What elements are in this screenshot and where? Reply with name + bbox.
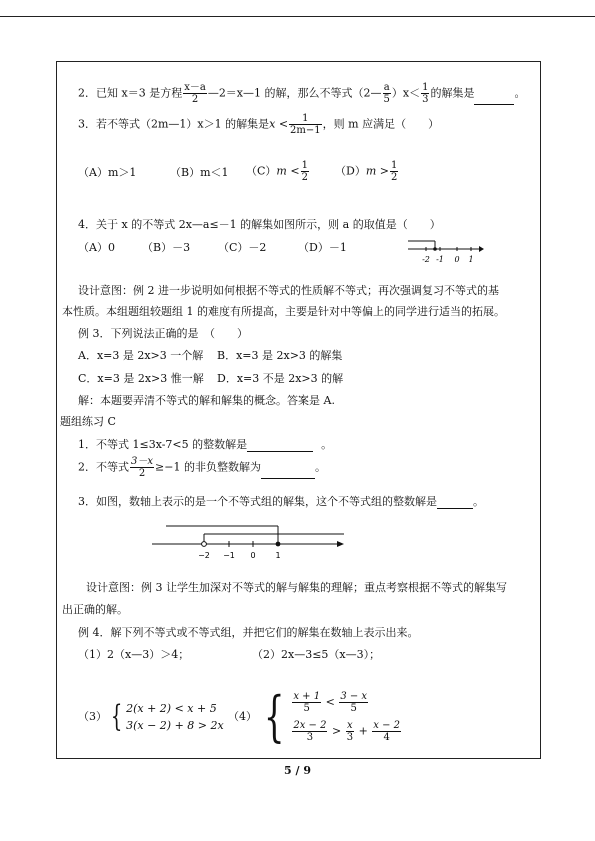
q2-answer-blank[interactable] bbox=[474, 94, 514, 105]
q4-number-line bbox=[406, 236, 486, 268]
ex3-option-b[interactable]: B．x=3 是 2x>3 的解集 bbox=[217, 349, 343, 362]
q3-option-a[interactable]: （A）m＞1 bbox=[78, 166, 137, 179]
tick-label-1: 1 bbox=[468, 255, 474, 264]
design-intent-1-line2: 本性质。本组题组较题组 1 的难度有所提高，主要是针对中等偏上的同学进行适当的拓展。 bbox=[62, 305, 505, 318]
ex3-solution: 解：本题要弄清不等式的解和解集的概念。答案是 A. bbox=[78, 394, 335, 407]
closed-point bbox=[433, 247, 437, 251]
left-brace-icon: { bbox=[263, 685, 285, 748]
tick-label-minus2: −2 bbox=[198, 551, 210, 560]
group-c-title: 题组练习 C bbox=[60, 415, 116, 428]
q4-option-b[interactable]: （B）－3 bbox=[142, 241, 191, 254]
tick-label-minus1: -1 bbox=[436, 255, 444, 264]
design-intent-2-line2: 出正确的解。 bbox=[62, 603, 128, 616]
ex4-part-3: （3） { 2(x + 2) < x + 5 3(x − 2) + 8 > 2x bbox=[78, 699, 224, 734]
example-3-title: 例 3．下列说法正确的是 （ ） bbox=[78, 327, 248, 340]
design-intent-2-line1: 设计意图：例 3 让学生加深对不等式的解与解集的理解；重点考察根据不等式的解集写 bbox=[86, 581, 507, 594]
tick-label-1: 1 bbox=[275, 551, 281, 560]
q3-text-end: ，则 m 应满足（ ） bbox=[322, 117, 440, 131]
q3-fraction: $\frac{1}{2m-1}$ bbox=[290, 113, 321, 136]
page-number: 5 / 9 bbox=[284, 764, 311, 777]
axis-arrow bbox=[479, 246, 484, 252]
q2-text-mid2: ）x＜ bbox=[391, 86, 421, 100]
gc-number-line bbox=[148, 520, 348, 562]
question-2: 2．已知 x＝3 是方程 $\frac{x-a}{2}$ —2＝x—1 的解，那么不等式（2— $\frac{a}{5}$ ）x＜ $\frac{1}{3}$ 的解集是 。 bbox=[78, 82, 526, 105]
question-3: 3．若不等式（2m—1）x＞1 的解集是x < $\frac{1}{2m-1}$ ，则 m 应满足（ ） bbox=[78, 113, 440, 136]
q4-option-d[interactable]: （D）－1 bbox=[298, 241, 347, 254]
group-c-question-3: 3．如图，数轴上表示的是一个不等式组的解集，这个不等式组的整数解是 。 bbox=[78, 495, 484, 508]
tick-label-minus2: -2 bbox=[422, 255, 430, 264]
ex3-option-a[interactable]: A．x=3 是 2x>3 一个解 bbox=[78, 349, 204, 362]
q3-text-start: 3．若不等式（2m—1）x＞1 的解集是 bbox=[78, 117, 270, 131]
header-rule bbox=[0, 16, 595, 17]
ex3-option-d[interactable]: D．x=3 不是 2x>3 的解 bbox=[217, 372, 344, 385]
group-c-question-1: 1．不等式 1≤3x-7<5 的整数解是 。 bbox=[78, 438, 333, 451]
gc-q3-answer-blank[interactable] bbox=[437, 498, 473, 509]
example-4-title: 例 4．解下列不等式或不等式组，并把它们的解集在数轴上表示出来。 bbox=[78, 626, 419, 639]
gc-q2-fraction: $\frac{3-x}{2}$ bbox=[131, 456, 154, 479]
q2-fraction-2: $\frac{a}{5}$ bbox=[383, 82, 390, 105]
ex4-part-4-system: $\frac{x + 1}{5}$ < $\frac{3 - x}{5}$ $\frac{2x - 2}{3}$ > $\frac{x}{3}$ + $\frac{x - 2}{4}$ bbox=[293, 691, 401, 743]
question-4: 4．关于 x 的不等式 2x—a≤－1 的解集如图所示，则 a 的取值是（ ） bbox=[78, 218, 441, 231]
tick-label-0: 0 bbox=[250, 551, 256, 560]
q3-option-c[interactable]: （C）m < $\frac{1}{2}$ bbox=[246, 160, 308, 183]
tick-label-minus1: −1 bbox=[223, 551, 235, 560]
tick-label-0: 0 bbox=[454, 255, 460, 264]
ex4-part-4: （4） { $\frac{x + 1}{5}$ < $\frac{3 - x}{5}$ $\frac{2x - 2}{3}$ > $\frac{x}{3}$ + $\frac{x - 2}{4}$ bbox=[228, 685, 401, 748]
ex4-part-1: （1）2（x—3）＞4； bbox=[78, 648, 190, 661]
gc-q1-answer-blank[interactable] bbox=[247, 441, 313, 452]
ex3-option-c[interactable]: C．x=3 是 2x>3 惟一解 bbox=[78, 372, 204, 385]
q3-option-d[interactable]: （D）m > $\frac{1}{2}$ bbox=[335, 160, 398, 183]
group-c-question-2: 2．不等式 $\frac{3-x}{2}$ ≥−1 的非负整数解为 。 bbox=[78, 456, 326, 479]
q2-text-end: 的解集是 bbox=[430, 86, 475, 100]
q2-text-start: 2．已知 x＝3 是方程 bbox=[78, 86, 183, 100]
ex4-part-3-system: 2(x + 2) < x + 5 3(x − 2) + 8 > 2x bbox=[126, 702, 224, 732]
q3-option-b[interactable]: （B）m＜1 bbox=[170, 166, 229, 179]
ex4-part-2: （2）2x—3≤5（x—3）； bbox=[252, 648, 381, 661]
q2-fraction-3: $\frac{1}{3}$ bbox=[422, 82, 429, 105]
left-brace-icon: { bbox=[110, 699, 123, 734]
closed-point bbox=[276, 542, 281, 547]
gc-q2-answer-blank[interactable] bbox=[261, 468, 315, 479]
q2-fraction-1: $\frac{x-a}{2}$ bbox=[184, 82, 206, 105]
open-point bbox=[202, 542, 207, 547]
design-intent-1-line1: 设计意图：例 2 进一步说明如何根据不等式的性质解不等式；再次强调复习不等式的基 bbox=[78, 284, 499, 297]
q2-text-mid: —2＝x—1 的解，那么不等式（2— bbox=[207, 86, 382, 100]
q4-option-c[interactable]: （C）－2 bbox=[218, 241, 267, 254]
axis-arrow bbox=[337, 541, 344, 547]
q4-option-a[interactable]: （A）0 bbox=[78, 241, 115, 254]
